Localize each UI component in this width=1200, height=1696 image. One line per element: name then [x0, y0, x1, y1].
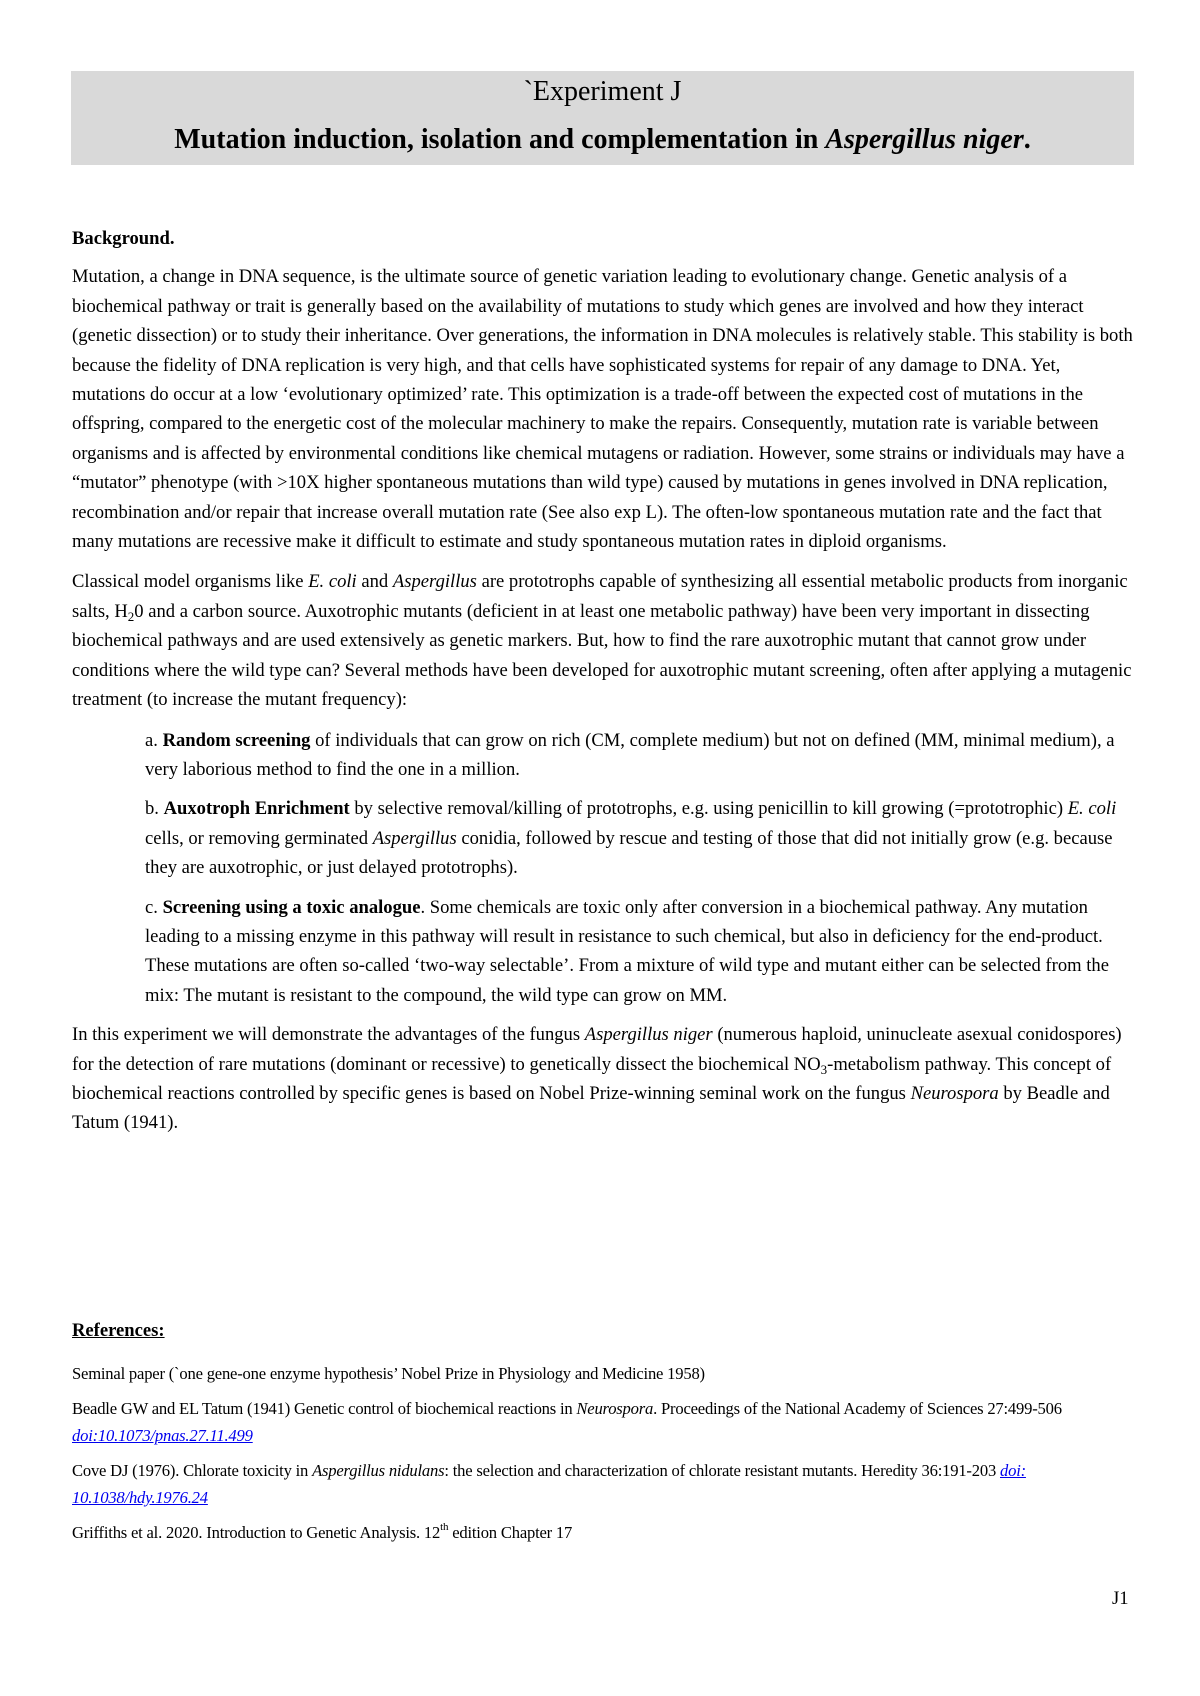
text-run: . Proceedings of the National Academy of Sciences 27:499-506: [653, 1399, 1062, 1418]
item-term: Auxotroph Enrichment: [163, 798, 350, 820]
method-item-c: [145, 893, 1134, 1011]
reference-4: [72, 1519, 1134, 1546]
species-neurospora: Neurospora: [910, 1082, 999, 1104]
text-run: edition Chapter 17: [448, 1523, 573, 1542]
item-term: Random screening: [162, 729, 311, 751]
species-ecoli: E. coli: [308, 571, 357, 593]
text-run: Cove DJ (1976). Chlorate toxicity in: [72, 1461, 313, 1480]
item-text: cells, or removing germinated: [145, 827, 373, 849]
item-text: conidia, followed by rescue and testing of those that did not initially grow (e.g. because they are auxotrophic, or just delayed prototrophs).: [145, 827, 1113, 879]
species-aspergillus-niger: Aspergillus niger: [584, 1024, 713, 1046]
subscript: 2: [127, 608, 135, 624]
item-prefix: c.: [145, 896, 163, 918]
page-number: J1: [1112, 1588, 1129, 1609]
species-aspergillus: Aspergillus: [372, 827, 457, 849]
item-text: by selective removal/killing of prototrophs, e.g. using penicillin to kill growing (=prototrophic): [349, 798, 1068, 820]
item-text: of individuals that can grow on rich (CM, complete medium) but not on defined (MM, minimal medium), a very laborious method to find the one in a million.: [145, 729, 1115, 780]
background-paragraph-1: Mutation, a change in DNA sequence, is the ultimate source of genetic variation leading to evolutionary change. Genetic analysis of a biochemical pathway or trait is generally based on the availability of mutations to study which genes are involved and how they interact (genetic dissection) or to study their inheritance. Over generations, the information in DNA molecules is relatively stable. This stability is both because the fidelity of DNA replication is very high, and that cells have sophisticated systems for repair of any damage to DNA. Yet, mutations do occur at a low ‘evolutionary optimized’ rate. This optimization is a trade-off between the expected cost of mutations in the offspring, compared to the energetic cost of the molecular machinery to make the repairs. Consequently, mutation rate is variable between organisms and is affected by environmental conditions like chemical mutagens or radiation. However, some strains or individuals may have a “mutator” phenotype (with >10X higher spontaneous mutations than wild type) caused by mutations in genes involved in DNA replication, recombination and/or repair that increase overall mutation rate (See also exp L). The often-low spontaneous mutation rate and the fact that many mutations are recessive make it difficult to estimate and study spontaneous mutation rates in diploid organisms.: [72, 266, 1133, 553]
method-item-a: [145, 726, 1134, 785]
references-list: [72, 1360, 1134, 1554]
background-paragraph-3: [72, 1020, 1134, 1138]
experiment-title: `Experiment J: [523, 76, 682, 107]
subscript: 3: [820, 1061, 828, 1077]
item-prefix: b.: [145, 798, 164, 820]
subtitle-species: Aspergillus niger: [825, 124, 1024, 155]
text-run: (numerous haploid, uninucleate asexual conidospores) for the detection of rare mutations (dominant or recessive) to genetically dissect the biochemical NO: [72, 1024, 1122, 1075]
subtitle-end: .: [1023, 124, 1031, 155]
experiment-subtitle: [71, 125, 1134, 155]
item-text: . Some chemicals are toxic only after conversion in a biochemical pathway. Any mutation leading to a missing enzyme in this pathway will result in resistance to such chemical, but also in deficiency for the end-product. These mutations are often so-called ‘two-way selectable’. From a mixture of wild type and mutant either can be selected from the mix: The mutant is resistant to the compound, the wild type can grow on MM.: [145, 896, 1109, 1006]
text-run: : the selection and characterization of chlorate resistant mutants. Heredity 36:191-203: [444, 1461, 1000, 1480]
text-run: are prototrophs capable of synthesizing all essential metabolic products from inorganic salts, H: [72, 571, 1128, 622]
species-ecoli: E. coli: [1067, 798, 1117, 820]
reference-1: Seminal paper (`one gene-one enzyme hypothesis’ Nobel Prize in Physiology and Medicine 1958): [72, 1364, 705, 1383]
item-prefix: a.: [145, 729, 163, 751]
doi-link[interactable]: doi: 10.1038/hdy.1976.24: [72, 1461, 1026, 1507]
species-aspergillus: Aspergillus: [392, 571, 477, 593]
text-run: and: [356, 571, 393, 593]
text-run: -metabolism pathway. This concept of biochemical reactions controlled by specific genes is based on Nobel Prize-winning seminal work on the fungus: [72, 1053, 1112, 1104]
text-run: Griffiths et al. 2020. Introduction to Genetic Analysis. 12: [72, 1523, 441, 1542]
references-heading: References:: [72, 1320, 165, 1341]
text-run: Beadle GW and EL Tatum (1941) Genetic control of biochemical reactions in: [72, 1399, 577, 1418]
doi-link[interactable]: doi:10.1073/pnas.27.11.499: [72, 1426, 253, 1445]
item-term: Screening using a toxic analogue: [162, 896, 421, 918]
superscript: th: [440, 1521, 449, 1533]
text-run: by Beadle and Tatum (1941).: [72, 1082, 1110, 1134]
background-section: [72, 224, 1134, 1149]
background-paragraph-2: [72, 567, 1134, 714]
species-aspergillus-nidulans: Aspergillus nidulans: [312, 1461, 445, 1480]
reference-3: [72, 1457, 1134, 1511]
method-item-b: [145, 794, 1134, 882]
text-run: 0 and a carbon source. Auxotrophic mutants (deficient in at least one metabolic pathway) have been very important in dissecting biochemical pathways and are used extensively as genetic markers. But, how to find the rare auxotrophic mutant that cannot grow under conditions where the wild type can? Several methods have been developed for auxotrophic mutant screening, often after applying a mutagenic treatment (to increase the mutant frequency):: [72, 600, 1132, 711]
text-run: Classical model organisms like: [72, 571, 309, 593]
subtitle-lead: Mutation induction, isolation and complementation in: [174, 124, 826, 155]
title-banner: [71, 71, 1134, 165]
reference-2: [72, 1395, 1134, 1449]
text-run: In this experiment we will demonstrate the advantages of the fungus: [72, 1024, 585, 1046]
species-neurospora: Neurospora: [576, 1399, 654, 1418]
background-heading: Background.: [72, 228, 175, 249]
